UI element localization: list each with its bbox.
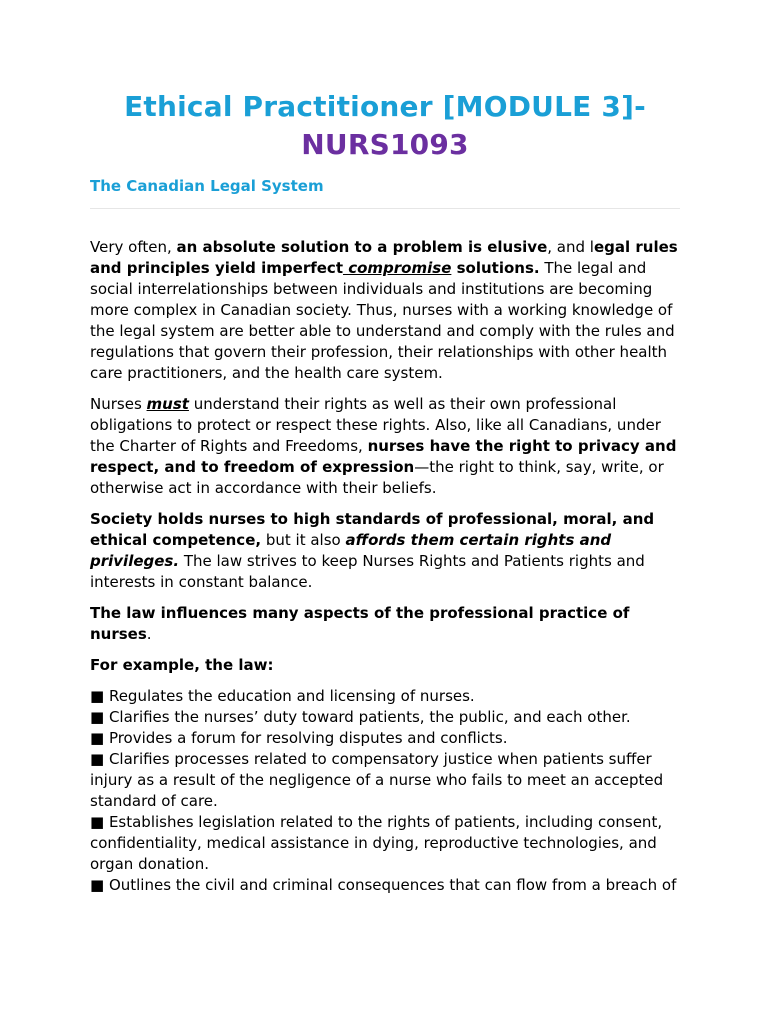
bold-italic-run: affords them certain rights and privileges. bbox=[90, 531, 612, 570]
list-item: ■ Provides a forum for resolving disputes and conflicts. bbox=[90, 729, 508, 747]
bold-italic-underline-run: compromise bbox=[343, 259, 452, 277]
list-item: ■ Outlines the civil and criminal consequences that can flow from a breach of bbox=[90, 876, 677, 894]
bold-run: an absolute solution to a problem is elusive bbox=[176, 238, 548, 256]
text-run: The legal and social interrelationships between individuals and institutions are becoming more complex in Canadian society. Thus, nurses with a working knowledge of the legal system are better able to understand and comply with the rules and regulations that govern their profession, their relationships with other health care practitioners, and the health care system. bbox=[90, 259, 675, 382]
text-run: Very often, bbox=[90, 238, 177, 256]
text-run: The law strives to keep Nurses Rights and Patients rights and interests in constant balance. bbox=[90, 552, 645, 591]
text-run: understand their rights as well as their own professional obligations to protect or respect these rights. Also, like all Canadians, under the Charter of Rights and Freedoms, bbox=[90, 395, 661, 455]
bold-text: solutions. bbox=[451, 259, 540, 277]
list-item: ■ Regulates the education and licensing of nurses. bbox=[90, 687, 475, 705]
list-item: ■ Establishes legislation related to the rights of patients, including consent, confidentiality, medical assistance in dying, reproductive technologies, and organ donation. bbox=[90, 813, 663, 873]
list-item: ■ Clarifies processes related to compensatory justice when patients suffer injury as a result of the negligence of a nurse who fails to meet an accepted standard of care. bbox=[90, 750, 664, 810]
bold-run: The law influences many aspects of the professional practice of nurses bbox=[90, 604, 630, 643]
paragraph-example-lead bbox=[90, 655, 680, 676]
bold-text: egal rules and principles yield imperfect bbox=[90, 238, 678, 277]
bold-run: For example, the law: bbox=[90, 656, 274, 674]
bold-run: Society holds nurses to high standards of professional, moral, and ethical competence, bbox=[90, 510, 655, 549]
document-body bbox=[90, 237, 680, 896]
title-module: Ethical Practitioner [MODULE 3]- bbox=[124, 90, 646, 123]
divider bbox=[90, 208, 680, 209]
text-run: Nurses bbox=[90, 395, 147, 413]
list-item: ■ Clarifies the nurses’ duty toward patients, the public, and each other. bbox=[90, 708, 631, 726]
title-course-code: NURS1093 bbox=[301, 128, 469, 161]
paragraph-rights bbox=[90, 394, 680, 499]
text-run: —the right to think, say, write, or otherwise act in accordance with their beliefs. bbox=[90, 458, 664, 497]
section-heading: The Canadian Legal System bbox=[90, 177, 324, 195]
bold-italic-underline-run: must bbox=[146, 395, 189, 413]
bold-run: nurses have the right to privacy and respect, and to freedom of expression bbox=[90, 437, 677, 476]
paragraph-influence bbox=[90, 603, 680, 645]
text-run: . bbox=[146, 625, 152, 643]
paragraph-intro bbox=[90, 237, 680, 384]
paragraph-standards bbox=[90, 509, 680, 593]
text-run: , and l bbox=[547, 238, 594, 256]
page-title bbox=[90, 88, 680, 164]
bullet-list bbox=[90, 686, 680, 896]
text-run: but it also bbox=[261, 531, 346, 549]
document-page bbox=[90, 88, 680, 896]
